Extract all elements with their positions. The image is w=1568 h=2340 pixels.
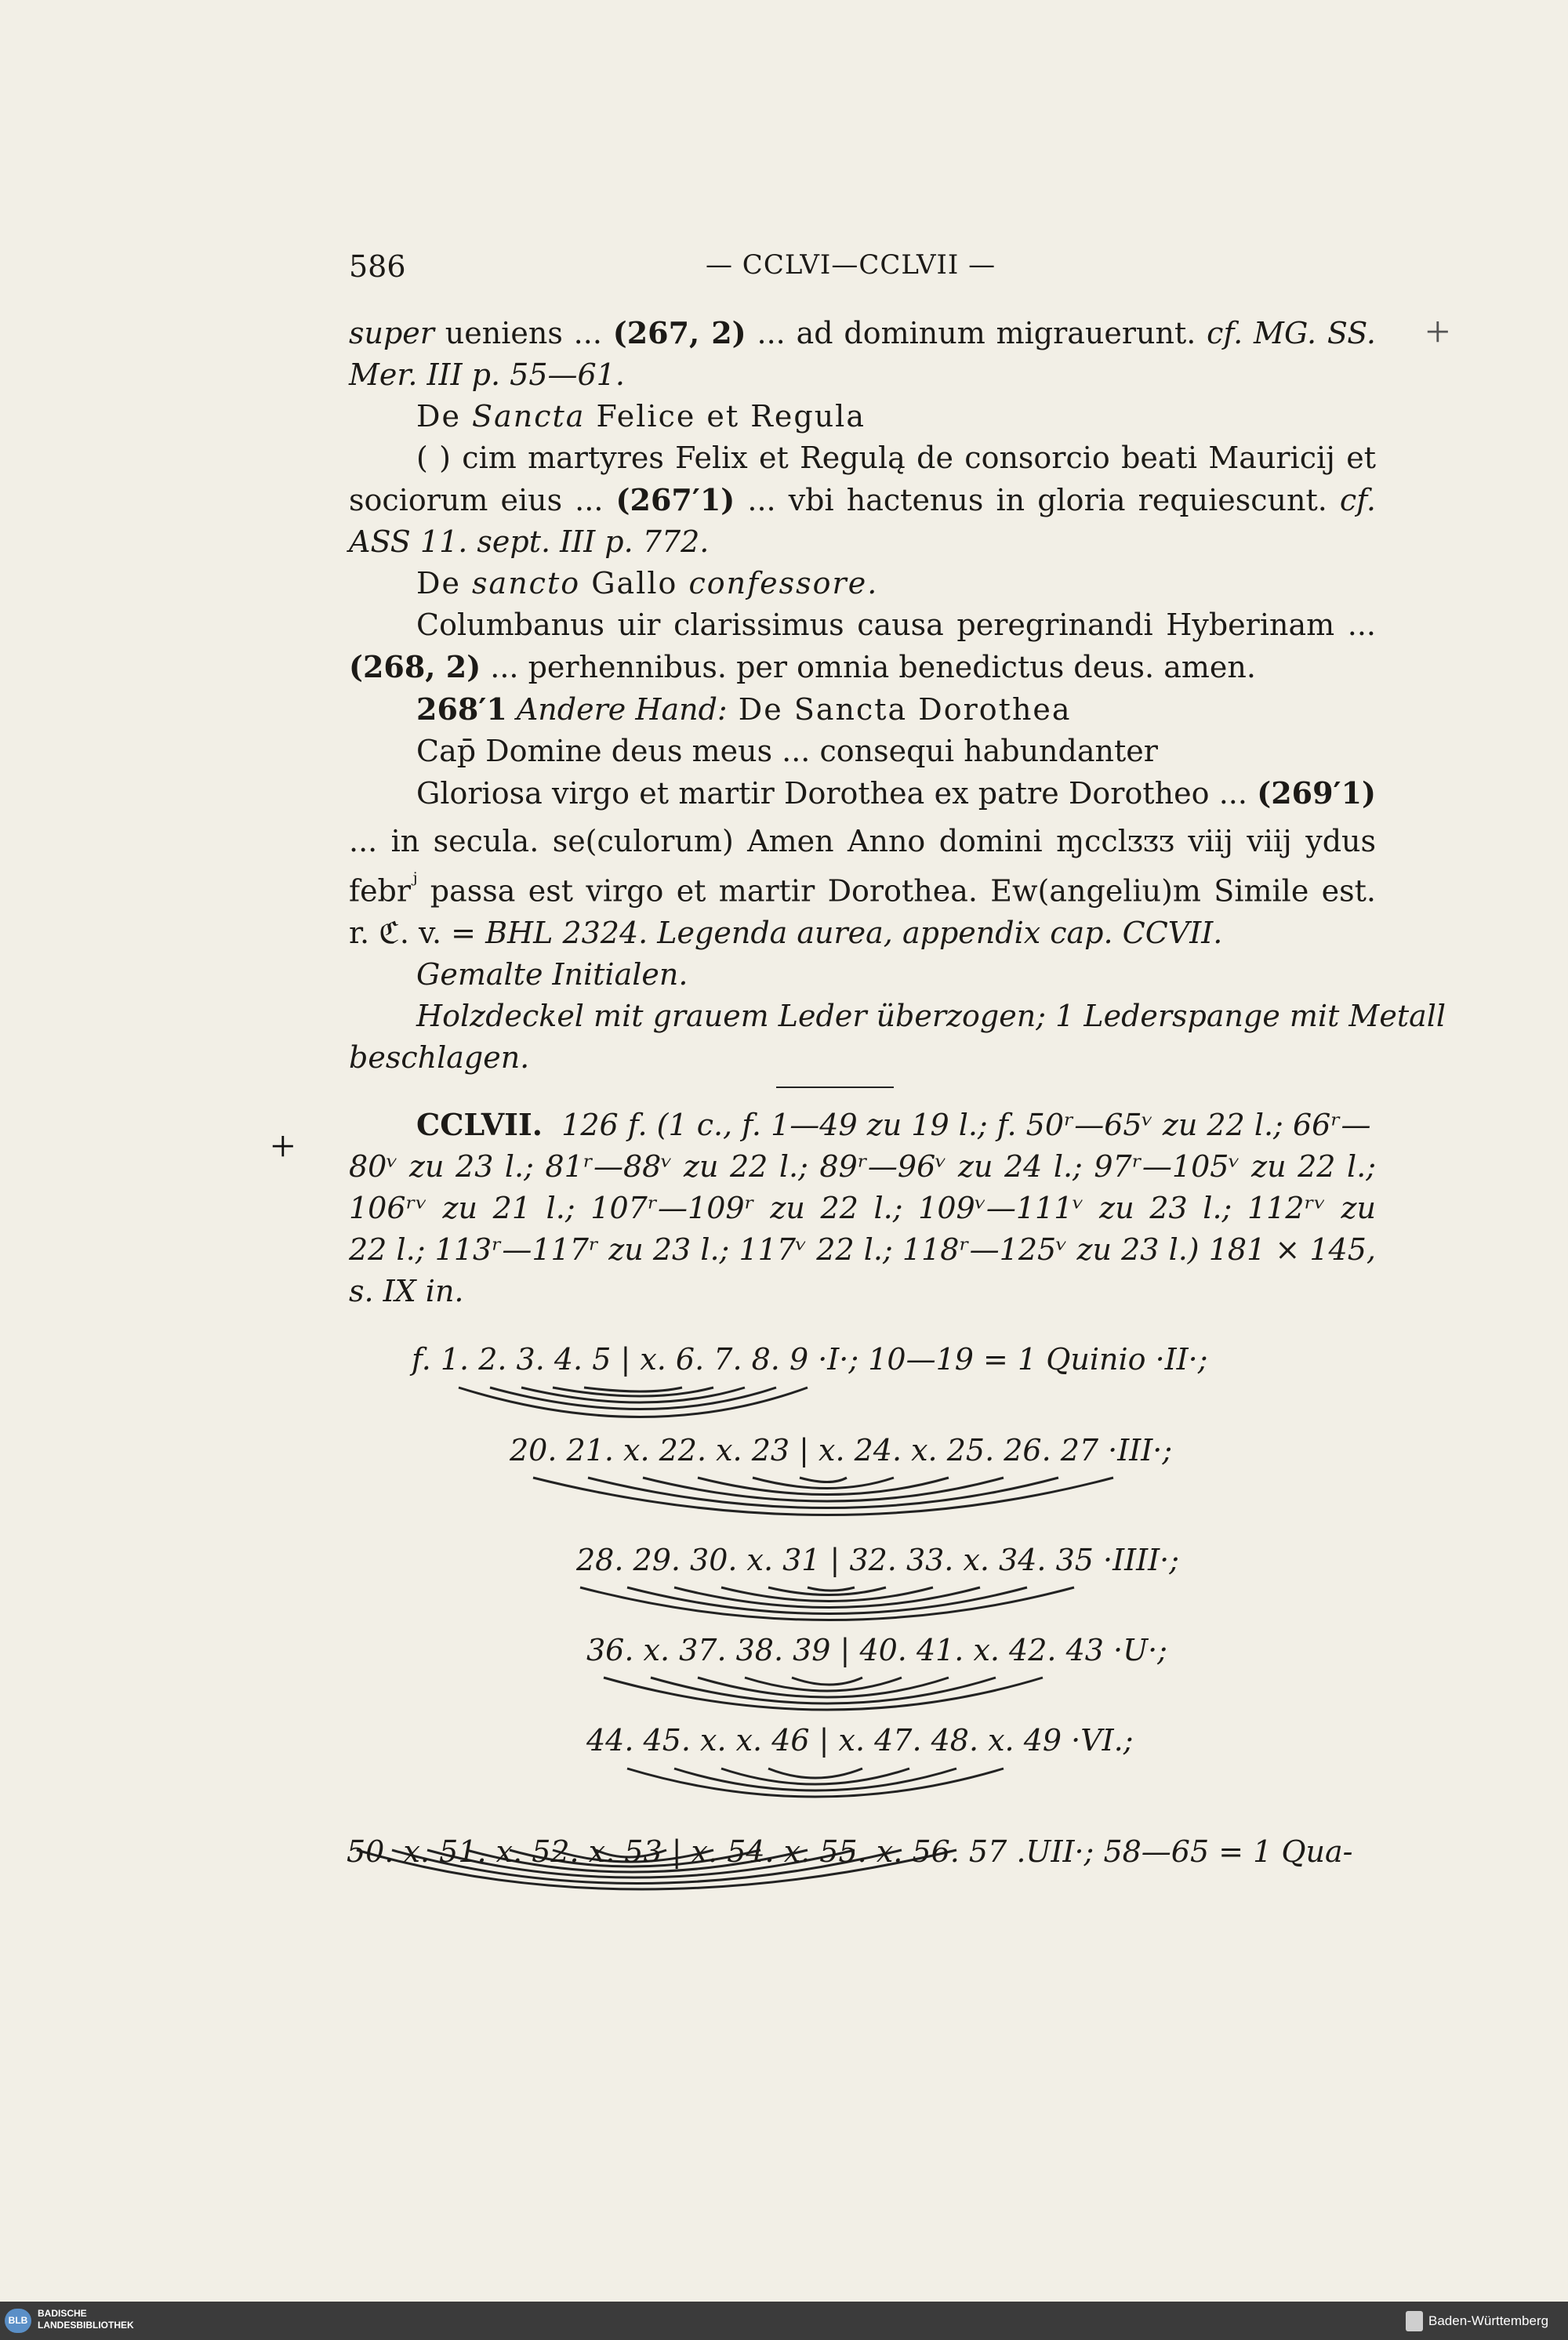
text-line: Holzdeckel mit grauem Leder überzogen; 1 Lederspange mit Metall	[416, 998, 1446, 1033]
blb-logo-icon[interactable]: BLB	[5, 2309, 31, 2333]
text-line: 106ʳᵛ zu 21 l.; 107ʳ—109ʳ zu 22 l.; 109ᵛ—111ᵛ zu 23 l.; 112ʳᵛ zu	[349, 1190, 1376, 1225]
margin-cross-mark: +	[1425, 308, 1450, 357]
arc	[674, 1769, 956, 1790]
margin-cross-mark: +	[270, 1123, 296, 1171]
collation-line: f. 1. 2. 3. 4. 5 | x. 6. 7. 8. 9 ·I·; 10—19 = 1 Quinio ·II·;	[412, 1342, 1208, 1377]
section-heading: De Sancta Felice et Regula	[416, 399, 866, 434]
text-line: Gemalte Initialen.	[416, 956, 688, 992]
arc	[698, 1678, 949, 1697]
entry-heading: CCLVII. 126 f. (1 c., f. 1—49 zu 19 l.; f. 50ʳ—65ᵛ zu 22 l.; 66ʳ—	[416, 1106, 1371, 1142]
text-line: Cap̄ Domine deus meus ... consequi habundanter	[416, 734, 1158, 768]
collation-line: 20. 21. x. 22. x. 23 | x. 24. x. 25. 26. 27 ·III·;	[510, 1433, 1173, 1467]
arc	[627, 1769, 1004, 1797]
text-line: Columbanus uir clarissimus causa peregrinandi Hyberinam ...	[416, 608, 1376, 642]
arc	[698, 1478, 949, 1495]
arc	[584, 1388, 682, 1391]
collation-line: 36. x. 37. 38. 39 | 40. 41. x. 42. 43 ·U·;	[586, 1633, 1167, 1667]
arc	[580, 1587, 1074, 1620]
page-number: 586	[349, 249, 406, 284]
text-line: Mer. III p. 55—61.	[349, 357, 625, 392]
collation-line: 44. 45. x. x. 46 | x. 47. 48. x. 49 ·VI.;	[586, 1723, 1134, 1758]
text-line: s. IX in.	[349, 1273, 464, 1308]
collation-diagram	[0, 1333, 1568, 1928]
text-line: (268, 2) ... perhennibus. per omnia benedictus deus. amen.	[349, 649, 1256, 684]
text-line: Gloriosa virgo et martir Dorothea ex patre Dorotheo ... (269′1)	[416, 775, 1376, 811]
text-line: beschlagen.	[349, 1039, 530, 1075]
viewer-footer	[0, 2302, 1568, 2340]
collation-line: 28. 29. 30. x. 31 | 32. 33. x. 34. 35 ·IIII·;	[576, 1543, 1179, 1577]
text-line: super ueniens ... (267, 2) ... ad dominum migrauerunt. cf. MG. SS.	[349, 315, 1376, 350]
text-line: ... in secula. se(culorum) Amen Anno domini ɱcclᴣᴣᴣ viij viij ydus	[349, 824, 1376, 858]
arc	[533, 1478, 1113, 1515]
text-line: r. ℭ. v. = BHL 2324. Legenda aurea, appendix cap. CCVII.	[349, 915, 1223, 950]
text-line: 22 l.; 113ʳ—117ʳ zu 23 l.; 117ᵛ 22 l.; 118ʳ—125ᵛ zu 23 l.) 181 × 145,	[349, 1232, 1376, 1267]
text-line: ASS 11. sept. III p. 772.	[349, 524, 710, 559]
baden-wuerttemberg-crest-icon	[1406, 2311, 1423, 2331]
section-divider	[776, 1087, 894, 1088]
text-line: febr$^ʲ$ passa est virgo et martir Dorothea. Ew(angeliu)m Simile est.	[349, 869, 1376, 909]
page-header	[0, 249, 1568, 296]
text-line: ( ) cim martyres Felix et Regulą de consorcio beati Mauricij et	[416, 441, 1376, 475]
section-heading: De sancto Gallo confessore.	[416, 566, 879, 600]
text-line: sociorum eius ... (267′1) ... vbi hactenus in gloria requiescunt. cf.	[349, 482, 1376, 517]
arc	[792, 1678, 862, 1685]
running-head: — CCLVI—CCLVII —	[706, 249, 996, 281]
collation-line: 50. x. 51. x. 52. x. 53 | x. 54. x. 55. x. 56. 57 .UII·; 58—65 = 1 Qua-	[347, 1834, 1353, 1869]
text-line: 80ᵛ zu 23 l.; 81ʳ—88ᵛ zu 22 l.; 89ʳ—96ᵛ zu 24 l.; 97ʳ—105ᵛ zu 22 l.;	[349, 1148, 1376, 1184]
text-line: 268′1 Andere Hand: De Sancta Dorothea	[416, 691, 1072, 727]
state-name[interactable]: Baden-Württemberg	[1428, 2313, 1549, 2328]
arc	[800, 1478, 847, 1482]
arc	[768, 1769, 862, 1778]
arc	[721, 1769, 909, 1784]
library-name: BADISCHE LANDESBIBLIOTHEK	[38, 2308, 134, 2331]
body-text	[349, 312, 1446, 1312]
arc	[808, 1587, 855, 1591]
